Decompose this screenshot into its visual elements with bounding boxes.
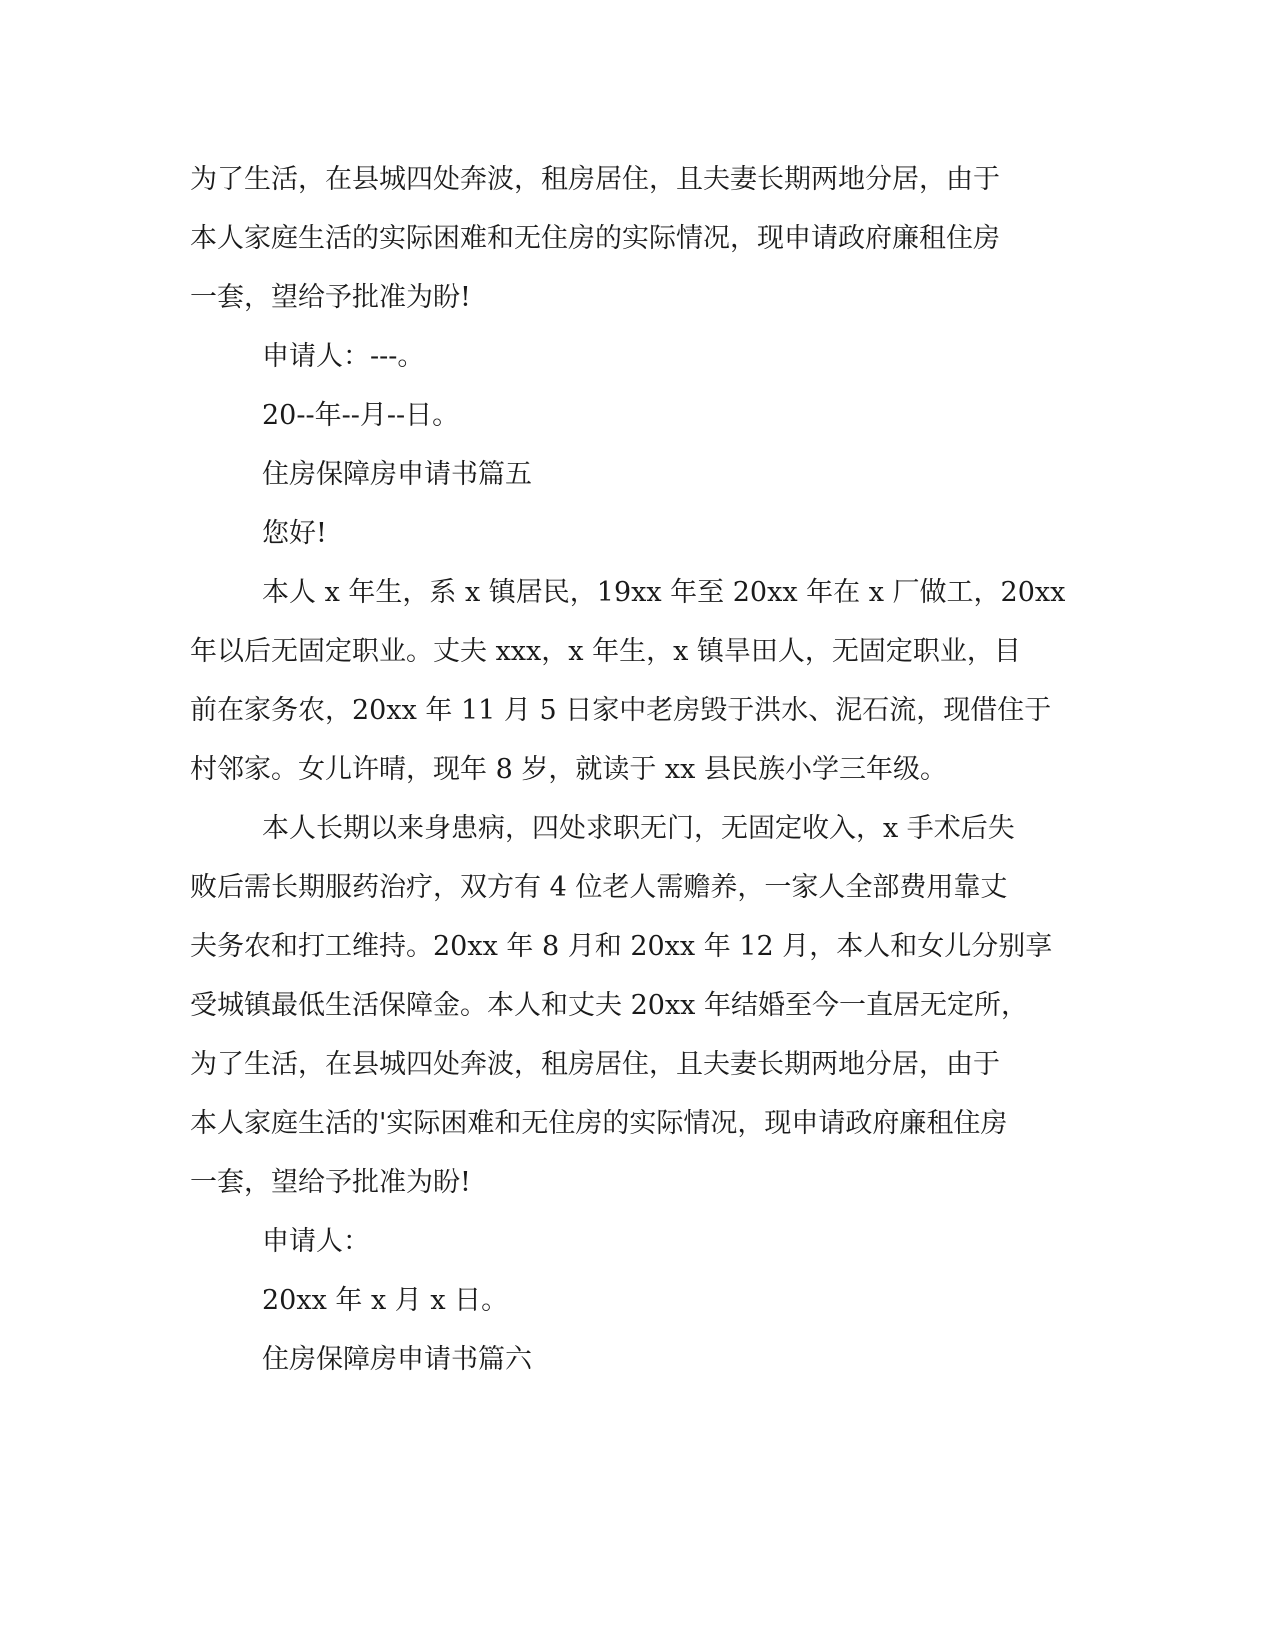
- body-text-line: 一套，望给予批准为盼!: [190, 1167, 471, 1198]
- body-text-line: 为了生活，在县城四处奔波，租房居住，且夫妻长期两地分居，由于: [190, 1049, 1000, 1080]
- section-heading: 住房保障房申请书篇五: [262, 459, 532, 490]
- body-text-line: 村邻家。女儿许晴，现年 8 岁，就读于 xx 县民族小学三年级。: [190, 754, 947, 785]
- section-heading: 住房保障房申请书篇六: [262, 1344, 532, 1375]
- paragraph-first-line: 本人 x 年生，系 x 镇居民，19xx 年至 20xx 年在 x 厂做工，20xx: [262, 577, 1066, 608]
- body-text-line: 败后需长期服药治疗，双方有 4 位老人需赡养，一家人全部费用靠丈: [190, 872, 1008, 903]
- body-text-line: 前在家务农，20xx 年 11 月 5 日家中老房毁于洪水、泥石流，现借住于: [190, 695, 1052, 726]
- applicant-signature-line: 申请人：: [262, 1226, 370, 1257]
- body-text-line: 一套，望给予批准为盼!: [190, 282, 471, 313]
- date-line: 20--年--月--日。: [262, 400, 460, 431]
- body-text-line: 受城镇最低生活保障金。本人和丈夫 20xx 年结婚至今一直居无定所，: [190, 990, 1028, 1021]
- greeting-line: 您好!: [262, 518, 327, 549]
- paragraph-first-line: 本人长期以来身患病，四处求职无门，无固定收入，x 手术后失: [262, 813, 1015, 844]
- applicant-signature-line: 申请人：---。: [262, 341, 425, 372]
- body-text-line: 为了生活，在县城四处奔波，租房居住，且夫妻长期两地分居，由于: [190, 164, 1000, 195]
- body-text-line: 本人家庭生活的'实际困难和无住房的实际情况，现申请政府廉租住房: [190, 1108, 1008, 1139]
- body-text-line: 本人家庭生活的实际困难和无住房的实际情况，现申请政府廉租住房: [190, 223, 1000, 254]
- body-text-line: 夫务农和打工维持。20xx 年 8 月和 20xx 年 12 月，本人和女儿分别享: [190, 931, 1053, 962]
- body-text-line: 年以后无固定职业。丈夫 xxx，x 年生，x 镇旱田人，无固定职业，目: [190, 636, 1021, 667]
- date-line: 20xx 年 x 月 x 日。: [262, 1285, 509, 1316]
